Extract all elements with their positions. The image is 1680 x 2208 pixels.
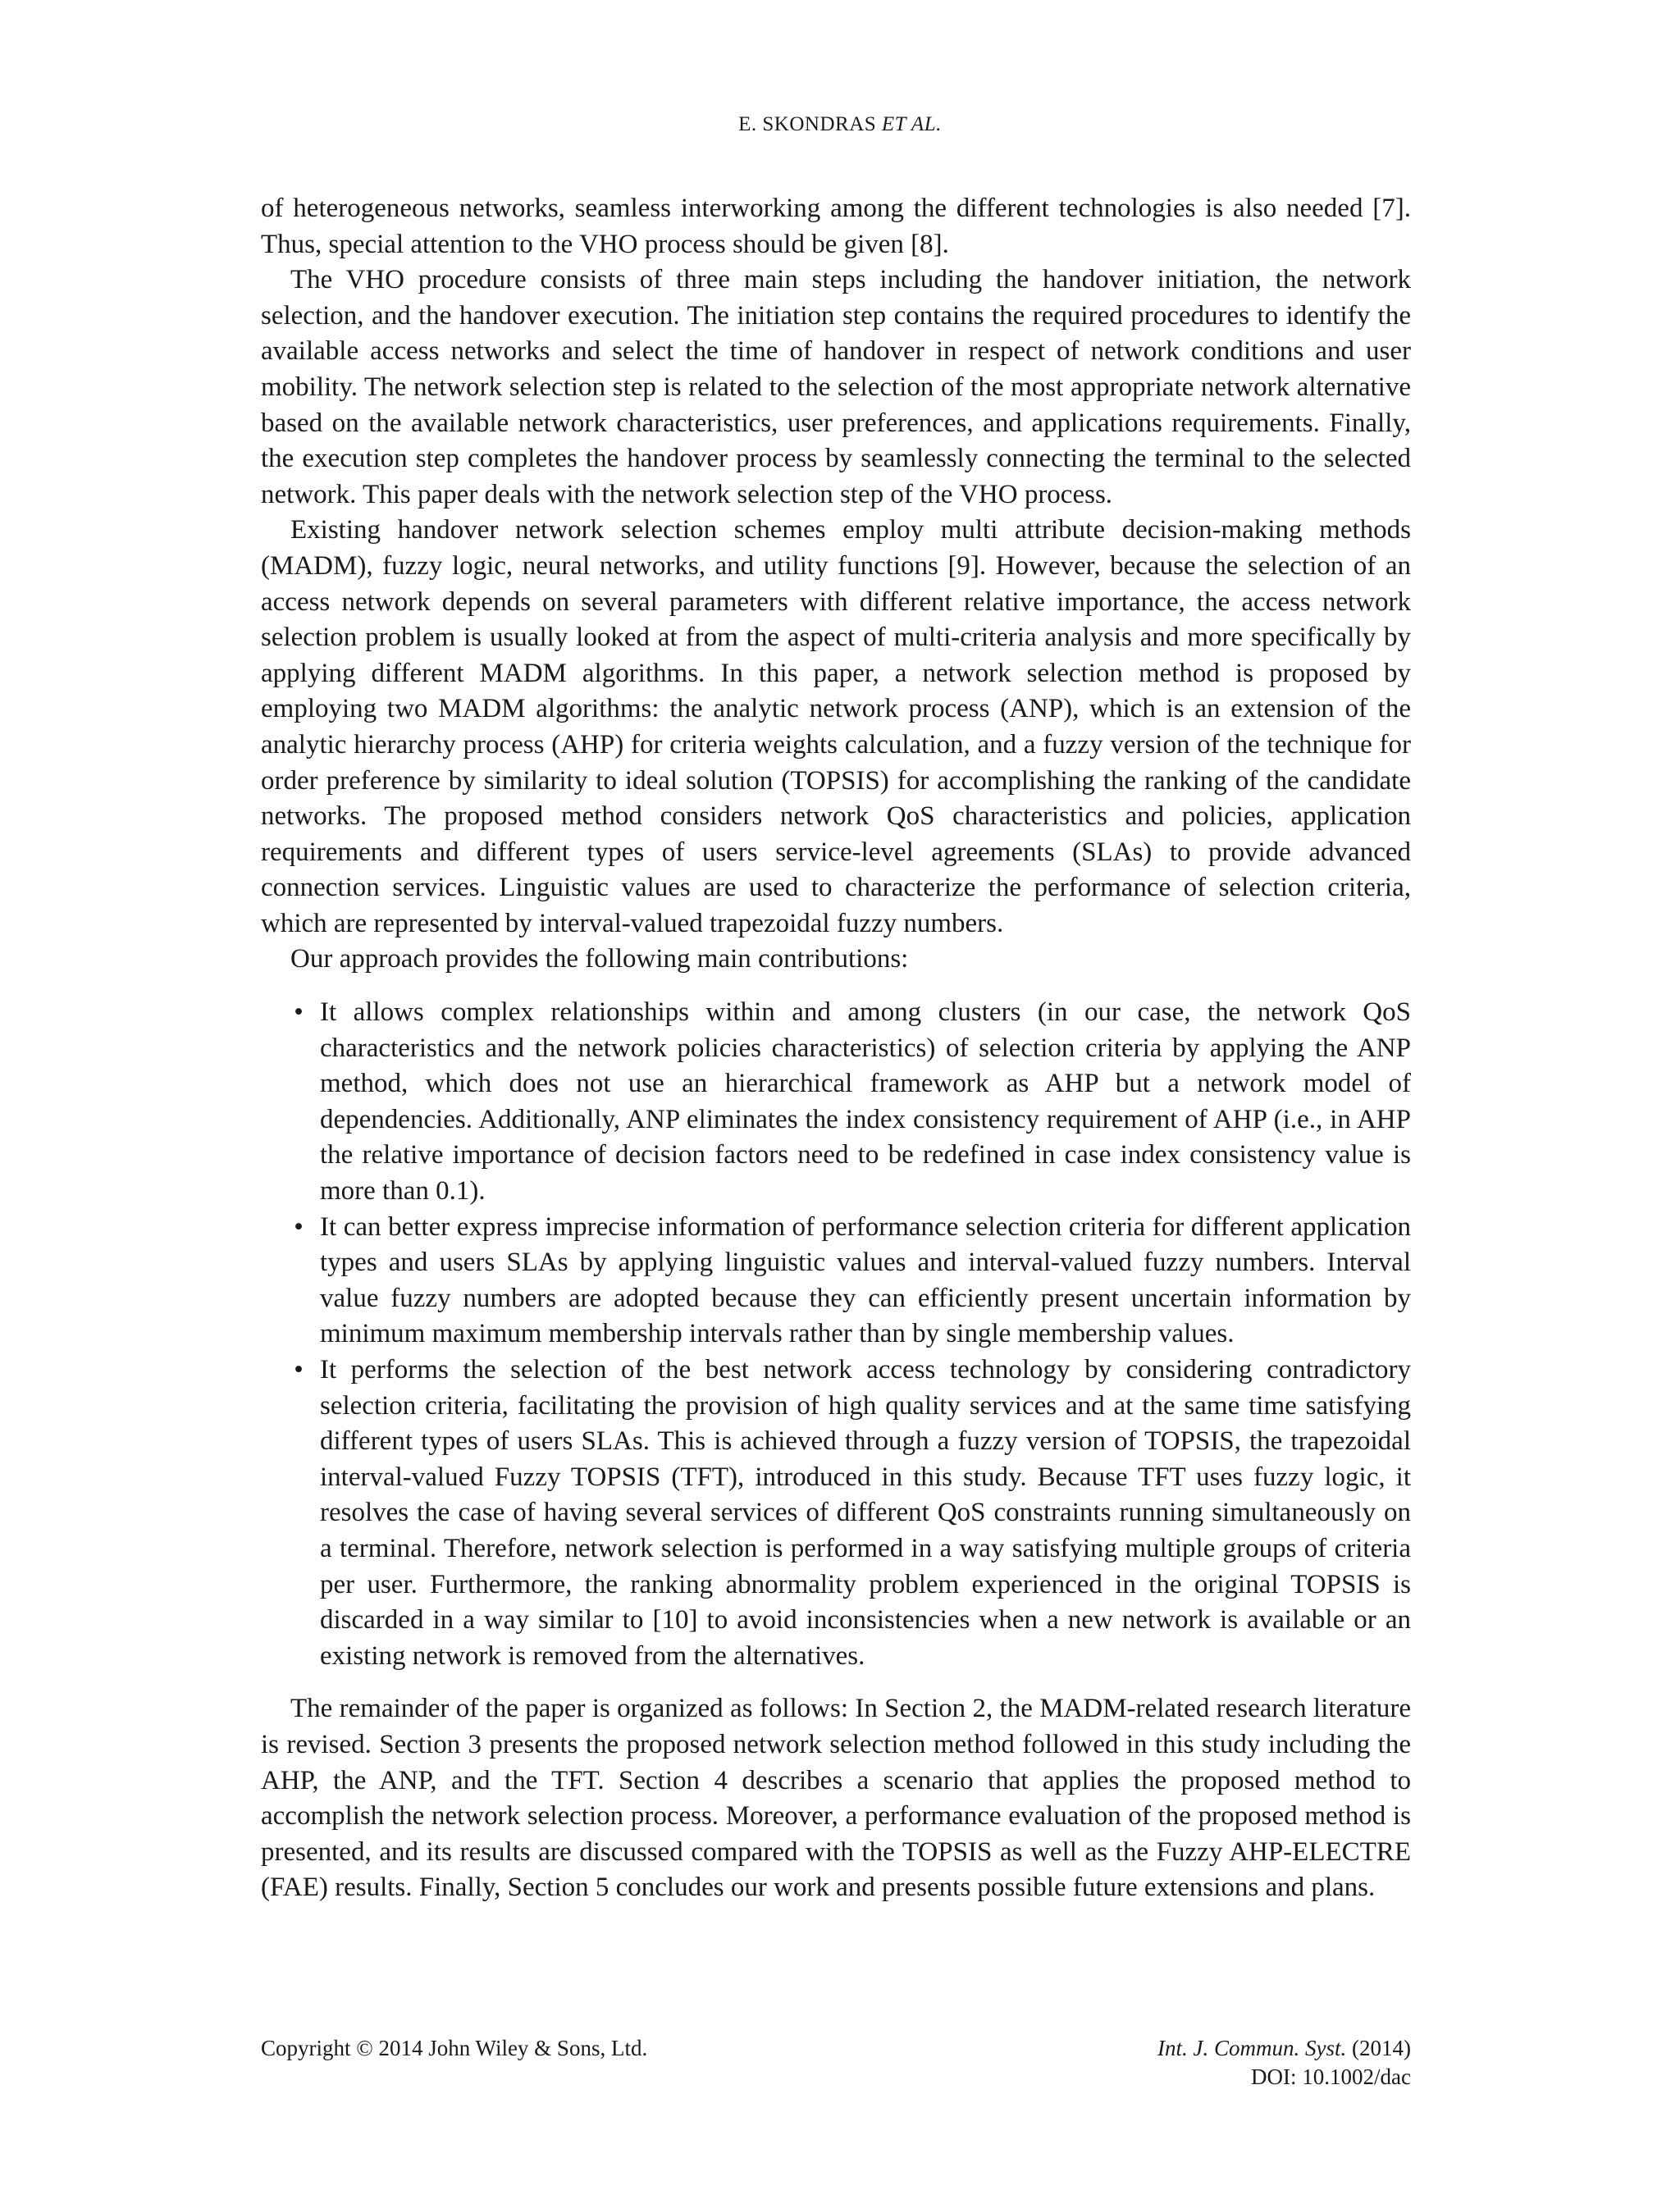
bullet-icon: • [294,997,304,1028]
paragraph-continuation: of heterogeneous networks, seamless interworking among the different technologies is also needed [7]. Thus, special attention to the VHO process should be given [8]. [261,194,1411,259]
journal-doi: DOI: 10.1002/dac [1251,2064,1411,2089]
paragraph-contributions-intro: Our approach provides the following main contributions: [290,944,909,974]
contribution-item-anp [294,995,1411,1210]
contribution-item-fuzzy [294,1210,1411,1353]
contribution-text: It can better express imprecise information of performance selection criteria for different application types and users SLAs by applying linguistic values and interval-valued fuzzy numbers. Interval value fuzzy numbers are adopted because they can efficiently present uncertain information by minimum maximum membership intervals rather than by single membership values. [320,1211,1411,1349]
copyright-notice: Copyright © 2014 John Wiley & Sons, Ltd. [261,2036,648,2060]
running-header [0,113,1680,136]
journal-year: (2014) [1352,2036,1411,2060]
contribution-text: It performs the selection of the best network access technology by considering contradictory selection criteria, facilitating the provision of high quality services and at the same time satisfying different types of users SLAs. This is achieved through a fuzzy version of TOPSIS, the trapezoidal interval-valued Fuzzy TOPSIS (TFT), introduced in this study. Because TFT uses fuzzy logic, it resolves the case of having several services of different QoS constraints running simultaneously on a terminal. Therefore, network selection is performed in a way satisfying multiple groups of criteria per user. Furthermore, the ranking abnormality problem experienced in the original TOPSIS is discarded in a way similar to [10] to avoid inconsistencies when a new network is available or an existing network is removed from the alternatives. [320,1355,1411,1671]
bullet-icon: • [294,1211,304,1242]
header-author: E. SKONDRAS [738,113,877,135]
journal-info [1157,2034,1411,2092]
paragraph-organization: The remainder of the paper is organized as follows: In Section 2, the MADM-related research literature is revised. Section 3 presents the proposed network selection method followed in this study including the AHP, the ANP, and the TFT. Section 4 describes a scenario that applies the proposed method to accomplish the network selection process. Moreover, a performance evaluation of the proposed method is presented, and its results are discussed compared with the TOPSIS as well as the Fuzzy AHP-ELECTRE (FAE) results. Finally, Section 5 concludes our work and presents possible future extensions and plans. [261,1694,1411,1903]
header-etal: ET AL. [881,113,942,135]
contributions-list [261,995,1411,1674]
contribution-item-tft [294,1353,1411,1674]
journal-citation [1157,2034,1411,2063]
body-text [261,191,1411,1906]
paragraph-network-selection-schemes: Existing handover network selection schemes employ multi attribute decision-making methods (MADM), fuzzy logic, neural networks, and utility functions [9]. However, because the selection of an access network depends on several parameters with different relative importance, the access network selection problem is usually looked at from the aspect of multi-criteria analysis and more specifically by applying different MADM algorithms. In this paper, a network selection method is proposed by employing two MADM algorithms: the analytic network process (ANP), which is an extension of the analytic hierarchy process (AHP) for criteria weights calculation, and a fuzzy version of the technique for order preference by similarity to ideal solution (TOPSIS) for accomplishing the ranking of the candidate networks. The proposed method considers network QoS characteristics and policies, application requirements and different types of users service-level agreements (SLAs) to provide advanced connection services. Linguistic values are used to characterize the performance of selection criteria, which are represented by interval-valued trapezoidal fuzzy numbers. [261,515,1411,938]
journal-name: Int. J. Commun. Syst. [1157,2036,1347,2060]
contribution-text: It allows complex relationships within and among clusters (in our case, the network QoS characteristics and the network policies characteristics) of selection criteria by applying the ANP method, which does not use an hierarchical framework as AHP but a network model of dependencies. Additionally, ANP eliminates the index consistency requirement of AHP (i.e., in AHP the relative importance of decision factors need to be redefined in case index consistency value is more than 0.1). [320,997,1411,1207]
paragraph-vho-procedure: The VHO procedure consists of three main steps including the handover initiation, the network selection, and the handover execution. The initiation step contains the required procedures to identify the available access networks and select the time of handover in respect of network conditions and user mobility. The network selection step is related to the selection of the most appropriate network alternative based on the available network characteristics, user preferences, and applications requirements. Finally, the execution step completes the handover process by seamlessly connecting the terminal to the selected network. This paper deals with the network selection step of the VHO process. [261,265,1411,509]
bullet-icon: • [294,1355,304,1385]
